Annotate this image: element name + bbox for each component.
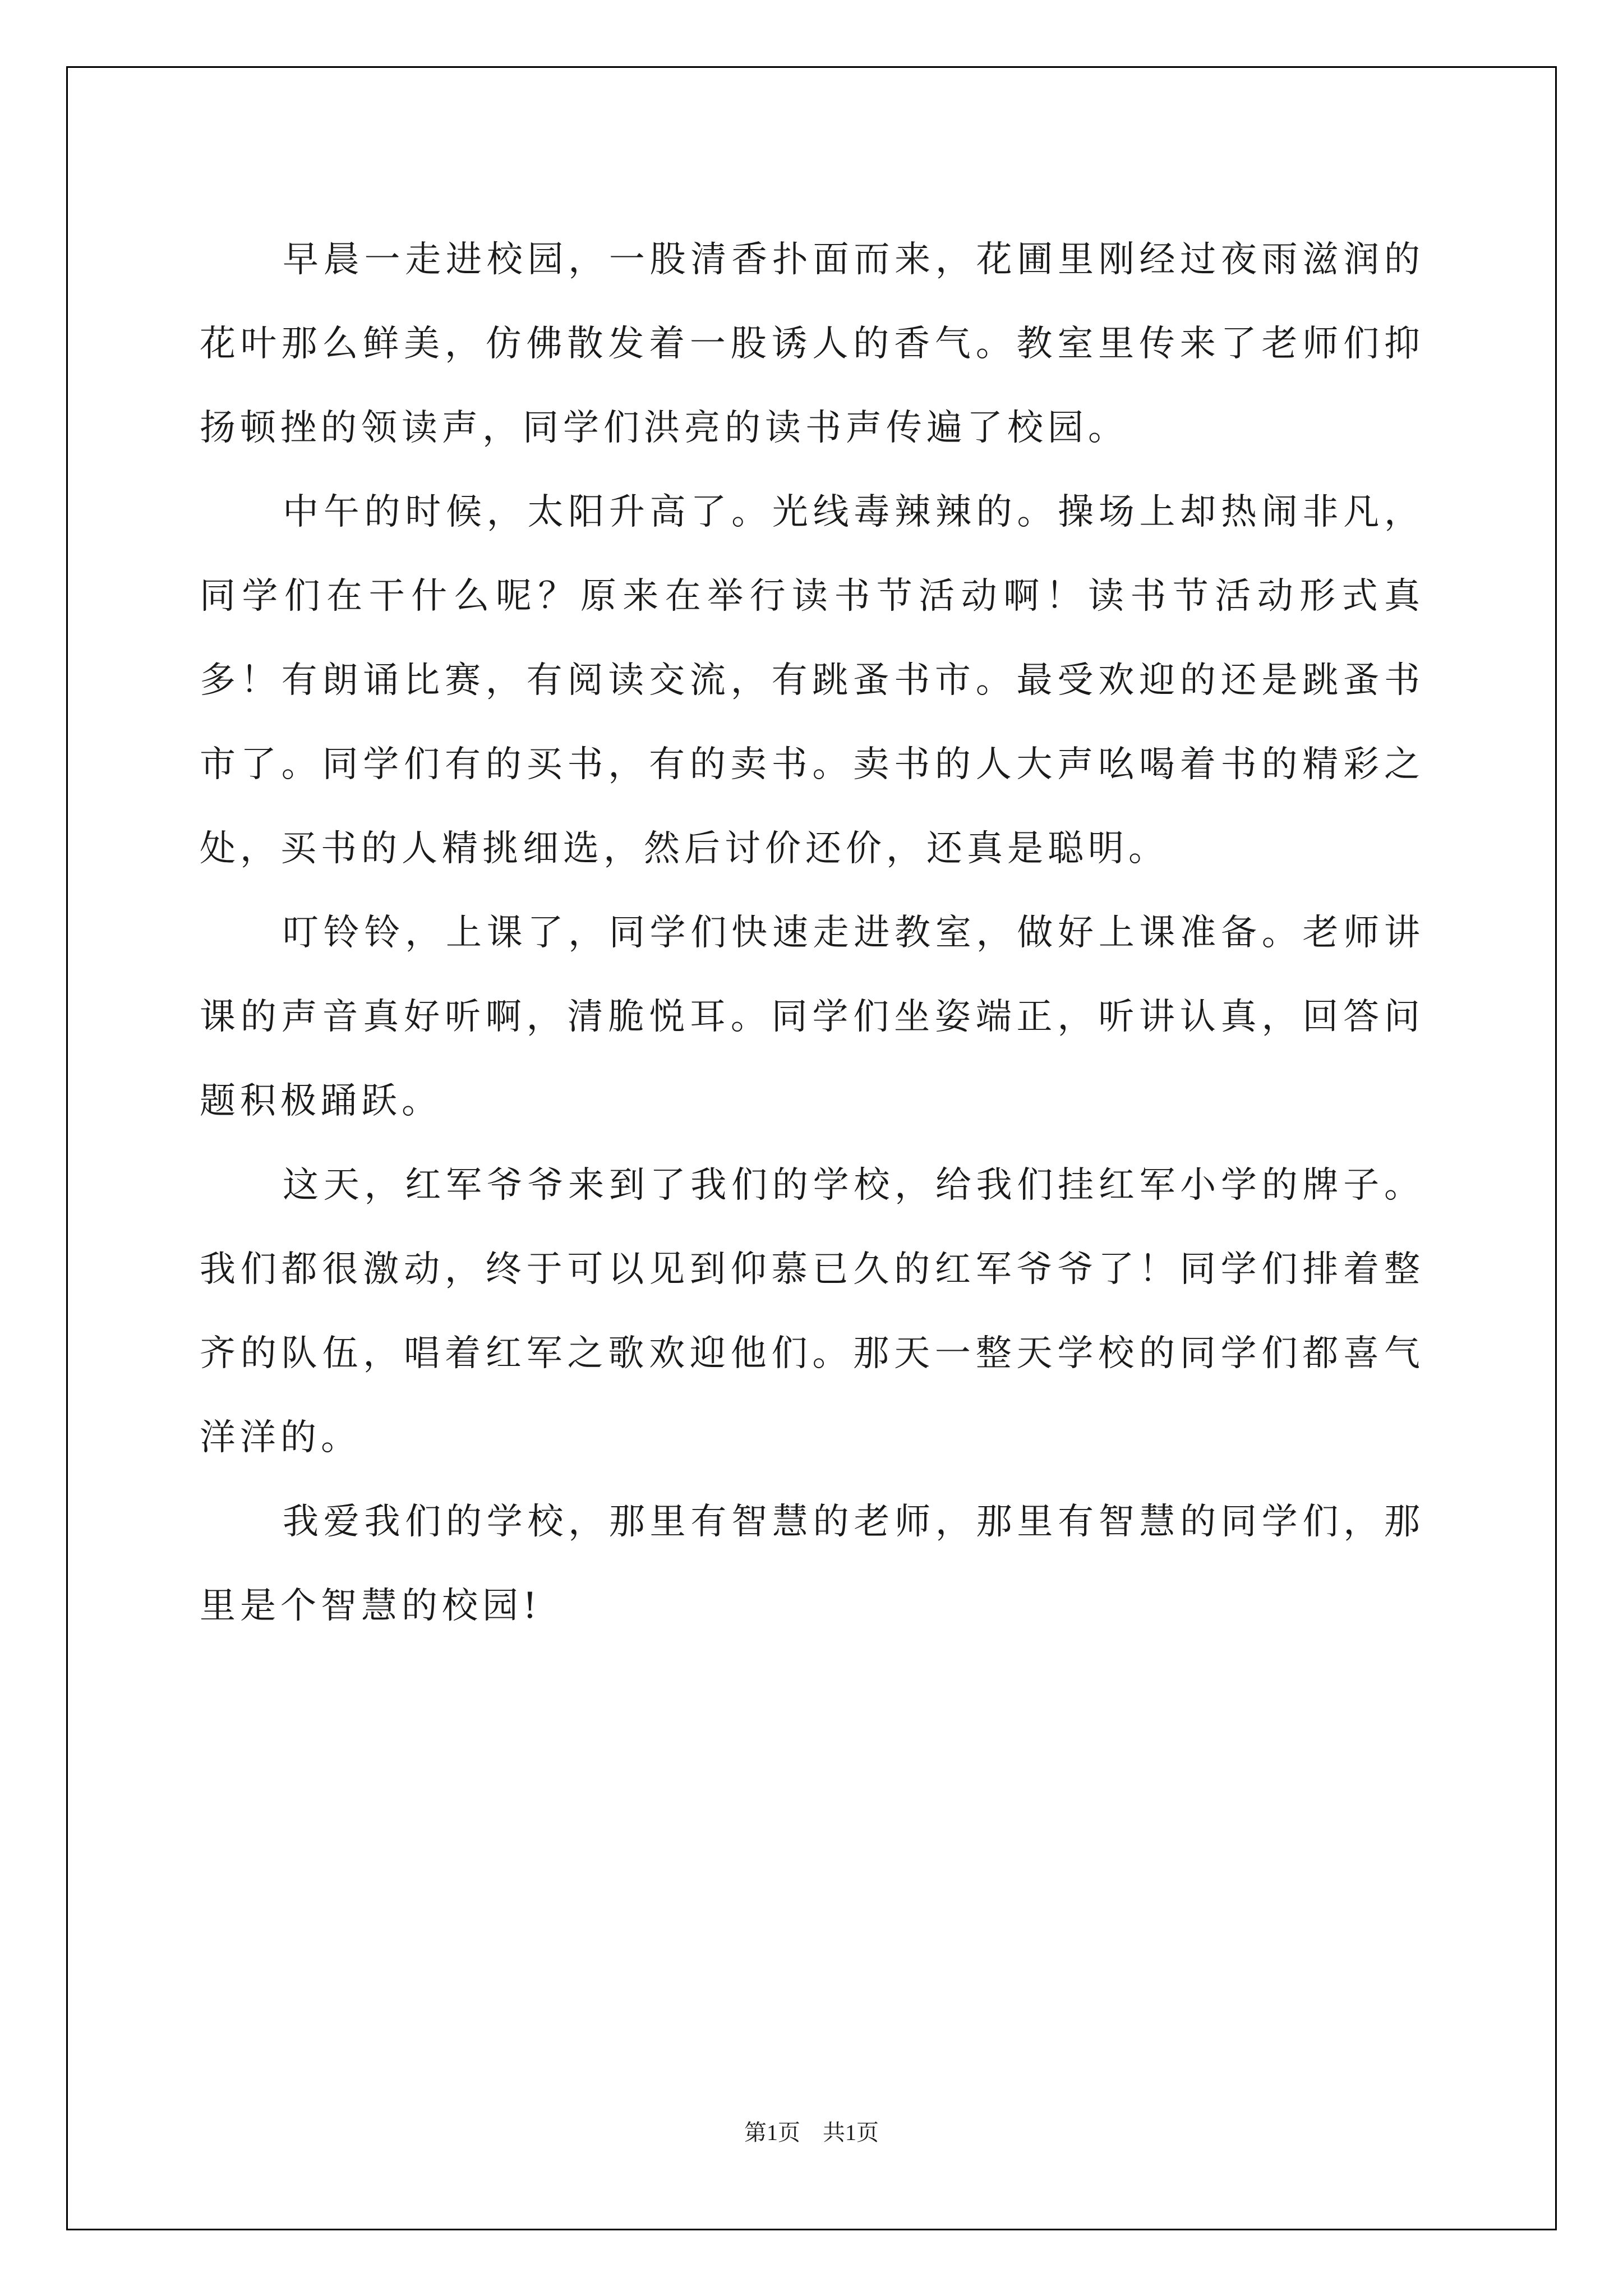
paragraph-red-army: 这天，红军爷爷来到了我们的学校，给我们挂红军小学的牌子。我们都很激动，终于可以见到仰慕已久的红军爷爷了！同学们排着整齐的队伍，唱着红军之歌欢迎他们。那天一整天学校的同学们都喜气洋洋的。 [200,1165,1424,1458]
paragraph-conclusion: 我爱我们的学校，那里有智慧的老师，那里有智慧的同学们，那里是个智慧的校园! [200,1501,1424,1627]
paragraph-class: 叮铃铃，上课了，同学们快速走进教室，做好上课准备。老师讲课的声音真好听啊，清脆悦耳。同学们坐姿端正，听讲认真，回答问题积极踊跃。 [200,912,1424,1122]
page-number-footer: 第1页 共1页 [744,2120,879,2145]
document-body [200,218,1424,1648]
paragraph-noon: 中午的时候，太阳升高了。光线毒辣辣的。操场上却热闹非凡，同学们在干什么呢？原来在举行读书节活动啊！读书节活动形式真多！有朗诵比赛，有阅读交流，有跳蚤书市。最受欢迎的还是跳蚤书市了。同学们有的买书，有的卖书。卖书的人大声吆喝着书的精彩之处，买书的人精挑细选，然后讨价还价，还真是聪明。 [200,491,1424,869]
paragraph-morning: 早晨一走进校园，一股清香扑面而来，花圃里刚经过夜雨滋润的花叶那么鲜美，仿佛散发着一股诱人的香气。教室里传来了老师们抑扬顿挫的领读声，同学们洪亮的读书声传遍了校园。 [200,239,1424,449]
